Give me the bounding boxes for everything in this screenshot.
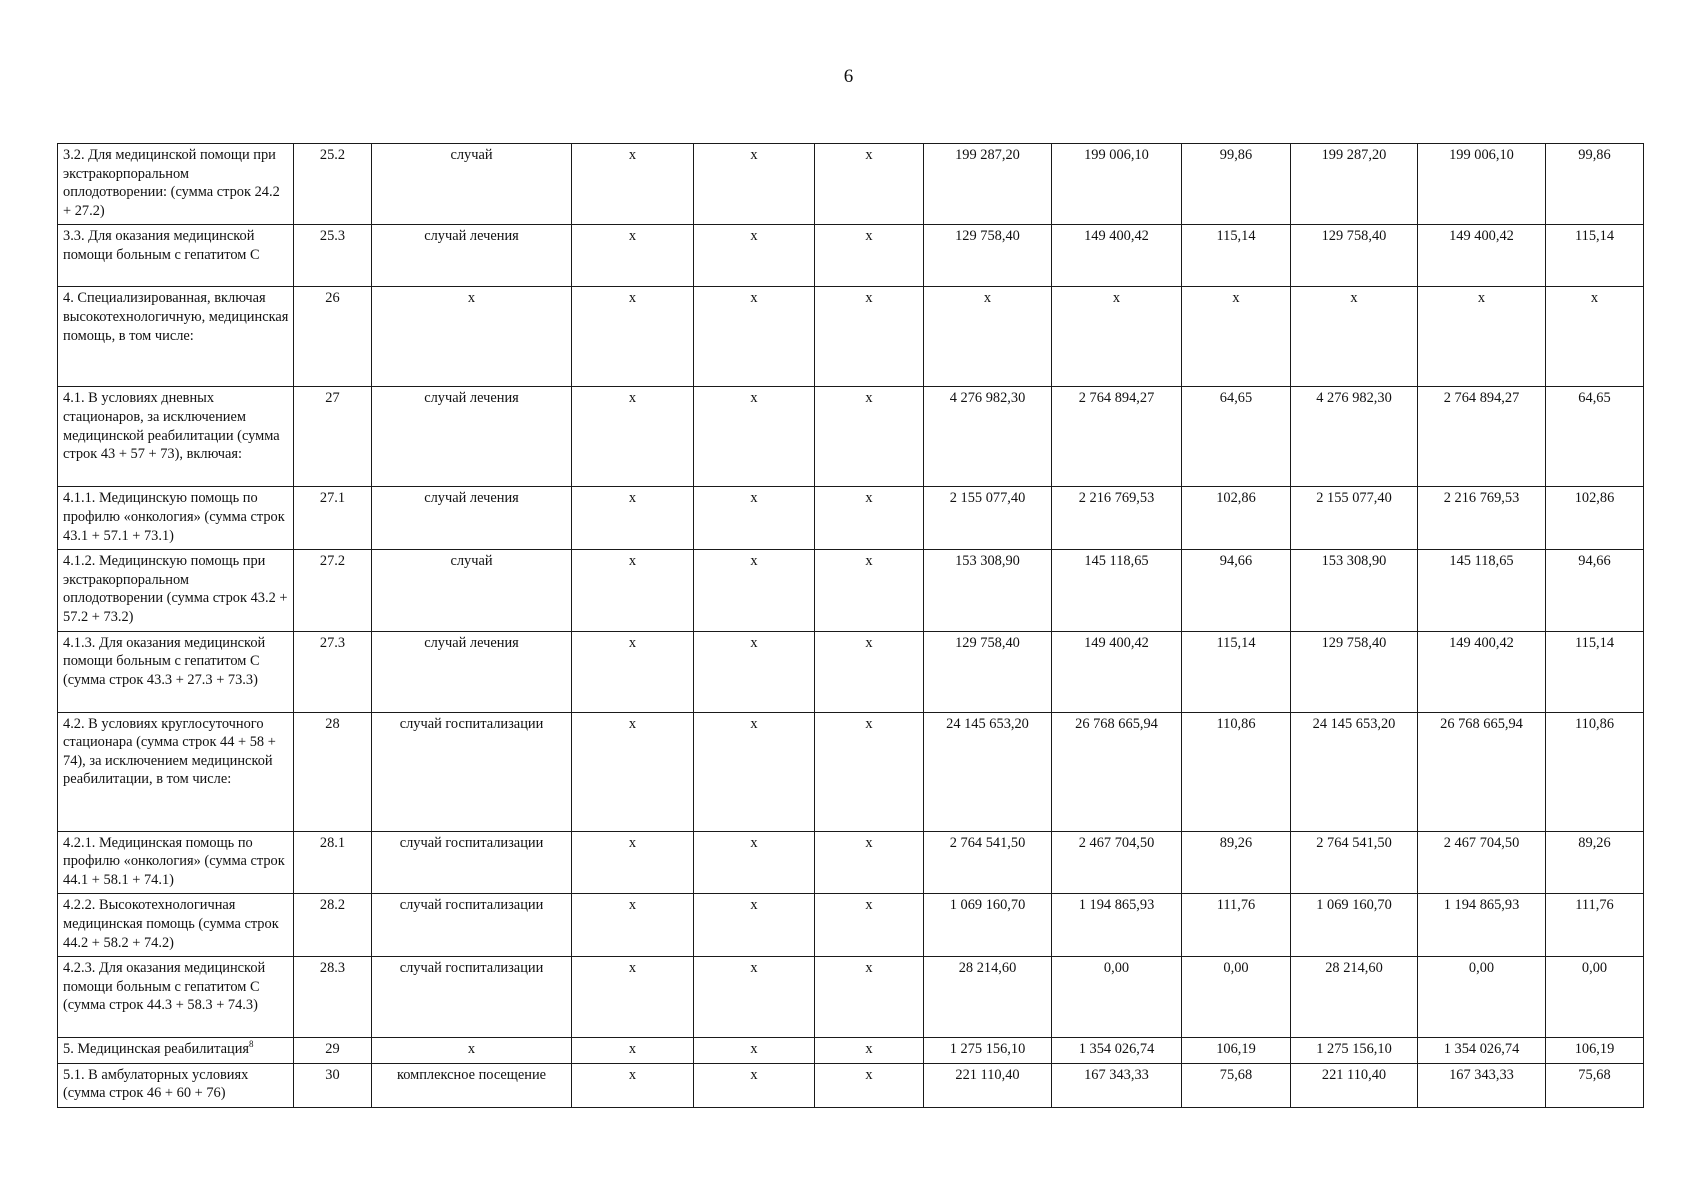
unit-cell: случай лечения [372, 225, 572, 287]
table-row [58, 957, 1644, 1038]
row-code-cell: 28.2 [294, 894, 372, 957]
row-code-cell: 27.2 [294, 550, 372, 631]
value-cell: 24 145 653,20 [924, 712, 1052, 831]
value-cell: 106,19 [1182, 1038, 1291, 1064]
unit-cell: случай госпитализации [372, 712, 572, 831]
unit-cell: случай госпитализации [372, 957, 572, 1038]
value-cell: х [694, 487, 815, 550]
value-cell: х [815, 957, 924, 1038]
value-cell: 26 768 665,94 [1052, 712, 1182, 831]
value-cell: 2 764 541,50 [924, 831, 1052, 894]
value-cell: 199 287,20 [924, 144, 1052, 225]
value-cell: 111,76 [1546, 894, 1644, 957]
row-name-cell: 4. Специализированная, включая высокотехнологичную, медицинская помощь, в том числе: [58, 287, 294, 387]
value-cell: х [815, 1038, 924, 1064]
value-cell: 99,86 [1182, 144, 1291, 225]
value-cell: х [694, 550, 815, 631]
value-cell: х [1182, 287, 1291, 387]
row-code-cell: 27.3 [294, 631, 372, 712]
value-cell: 106,19 [1546, 1038, 1644, 1064]
value-cell: 2 467 704,50 [1418, 831, 1546, 894]
unit-cell: х [372, 1038, 572, 1064]
value-cell: 2 155 077,40 [924, 487, 1052, 550]
footnote-mark: 8 [249, 1039, 254, 1050]
value-cell: 149 400,42 [1052, 225, 1182, 287]
table-row [58, 831, 1644, 894]
value-cell: 110,86 [1546, 712, 1644, 831]
value-cell: 149 400,42 [1052, 631, 1182, 712]
value-cell: х [1546, 287, 1644, 387]
unit-cell: х [372, 287, 572, 387]
value-cell: 2 764 541,50 [1291, 831, 1418, 894]
value-cell: 115,14 [1546, 631, 1644, 712]
value-cell: х [815, 894, 924, 957]
value-cell: х [572, 550, 694, 631]
table-row [58, 550, 1644, 631]
value-cell: 1 275 156,10 [924, 1038, 1052, 1064]
row-code-cell: 27 [294, 387, 372, 487]
value-cell: 115,14 [1182, 631, 1291, 712]
value-cell: 26 768 665,94 [1418, 712, 1546, 831]
row-code-cell: 28.1 [294, 831, 372, 894]
value-cell: 28 214,60 [1291, 957, 1418, 1038]
value-cell: х [572, 144, 694, 225]
value-cell: 1 194 865,93 [1418, 894, 1546, 957]
value-cell: х [815, 831, 924, 894]
value-cell: х [1291, 287, 1418, 387]
row-name-cell: 4.2.3. Для оказания медицинской помощи больным с гепатитом С (сумма строк 44.3 + 58.3 + 74.3) [58, 957, 294, 1038]
value-cell: х [694, 894, 815, 957]
value-cell: 199 006,10 [1418, 144, 1546, 225]
data-table [57, 143, 1644, 1108]
value-cell: 1 275 156,10 [1291, 1038, 1418, 1064]
value-cell: 2 764 894,27 [1418, 387, 1546, 487]
value-cell: х [815, 144, 924, 225]
value-cell: х [1052, 287, 1182, 387]
value-cell: х [694, 1063, 815, 1107]
row-code-cell: 27.1 [294, 487, 372, 550]
value-cell: 28 214,60 [924, 957, 1052, 1038]
value-cell: 221 110,40 [924, 1063, 1052, 1107]
value-cell: 2 764 894,27 [1052, 387, 1182, 487]
value-cell: 110,86 [1182, 712, 1291, 831]
value-cell: х [572, 387, 694, 487]
value-cell: 153 308,90 [1291, 550, 1418, 631]
row-code-cell: 25.2 [294, 144, 372, 225]
value-cell: 145 118,65 [1418, 550, 1546, 631]
value-cell: х [572, 287, 694, 387]
row-name-cell: 4.2.2. Высокотехнологичная медицинская помощь (сумма строк 44.2 + 58.2 + 74.2) [58, 894, 294, 957]
value-cell: 0,00 [1418, 957, 1546, 1038]
value-cell: 1 069 160,70 [1291, 894, 1418, 957]
value-cell: х [694, 1038, 815, 1064]
value-cell: х [694, 144, 815, 225]
row-name-cell: 3.2. Для медицинской помощи при экстракорпоральном оплодотворении: (сумма строк 24.2 + 27.2) [58, 144, 294, 225]
value-cell: 221 110,40 [1291, 1063, 1418, 1107]
value-cell: х [694, 287, 815, 387]
value-cell: 153 308,90 [924, 550, 1052, 631]
value-cell: х [815, 550, 924, 631]
table-row [58, 225, 1644, 287]
value-cell: х [815, 487, 924, 550]
row-name-cell: 4.1.1. Медицинскую помощь по профилю «онкология» (сумма строк 43.1 + 57.1 + 73.1) [58, 487, 294, 550]
table-row [58, 631, 1644, 712]
unit-cell: случай [372, 550, 572, 631]
row-name-cell: 3.3. Для оказания медицинской помощи больным с гепатитом С [58, 225, 294, 287]
value-cell: 75,68 [1546, 1063, 1644, 1107]
table-row [58, 144, 1644, 225]
value-cell: 199 006,10 [1052, 144, 1182, 225]
value-cell: 1 354 026,74 [1052, 1038, 1182, 1064]
value-cell: 0,00 [1182, 957, 1291, 1038]
unit-cell: случай [372, 144, 572, 225]
value-cell: х [815, 287, 924, 387]
value-cell: х [572, 831, 694, 894]
value-cell: х [572, 957, 694, 1038]
row-code-cell: 29 [294, 1038, 372, 1064]
unit-cell: случай госпитализации [372, 894, 572, 957]
table-row [58, 712, 1644, 831]
value-cell: х [694, 225, 815, 287]
value-cell: 64,65 [1546, 387, 1644, 487]
value-cell: 1 194 865,93 [1052, 894, 1182, 957]
row-name-cell: 4.2.1. Медицинская помощь по профилю «онкология» (сумма строк 44.1 + 58.1 + 74.1) [58, 831, 294, 894]
value-cell: х [1418, 287, 1546, 387]
value-cell: х [572, 712, 694, 831]
value-cell: 115,14 [1546, 225, 1644, 287]
value-cell: 167 343,33 [1052, 1063, 1182, 1107]
value-cell: 2 467 704,50 [1052, 831, 1182, 894]
row-code-cell: 26 [294, 287, 372, 387]
value-cell: 0,00 [1546, 957, 1644, 1038]
value-cell: 99,86 [1546, 144, 1644, 225]
table-row [58, 1063, 1644, 1107]
value-cell: х [815, 712, 924, 831]
value-cell: х [572, 1063, 694, 1107]
value-cell: 129 758,40 [924, 225, 1052, 287]
value-cell: 1 354 026,74 [1418, 1038, 1546, 1064]
value-cell: 94,66 [1182, 550, 1291, 631]
value-cell: х [572, 894, 694, 957]
row-name-cell: 4.1. В условиях дневных стационаров, за исключением медицинской реабилитации (сумма строк 43 + 57 + 73), включая: [58, 387, 294, 487]
value-cell: 24 145 653,20 [1291, 712, 1418, 831]
value-cell: 4 276 982,30 [1291, 387, 1418, 487]
value-cell: 89,26 [1546, 831, 1644, 894]
value-cell: х [815, 387, 924, 487]
row-code-cell: 25.3 [294, 225, 372, 287]
value-cell: 115,14 [1182, 225, 1291, 287]
value-cell: 2 216 769,53 [1418, 487, 1546, 550]
value-cell: х [815, 1063, 924, 1107]
value-cell: 2 216 769,53 [1052, 487, 1182, 550]
value-cell: 89,26 [1182, 831, 1291, 894]
value-cell: 149 400,42 [1418, 631, 1546, 712]
unit-cell: комплексное посещение [372, 1063, 572, 1107]
unit-cell: случай госпитализации [372, 831, 572, 894]
value-cell: 64,65 [1182, 387, 1291, 487]
value-cell: 4 276 982,30 [924, 387, 1052, 487]
table-row [58, 387, 1644, 487]
value-cell: х [572, 225, 694, 287]
row-name-cell: 4.2. В условиях круглосуточного стационара (сумма строк 44 + 58 + 74), за исключением медицинской реабилитации, в том числе: [58, 712, 294, 831]
value-cell: 1 069 160,70 [924, 894, 1052, 957]
value-cell: х [815, 225, 924, 287]
value-cell: 102,86 [1182, 487, 1291, 550]
row-name-cell: 4.1.2. Медицинскую помощь при экстракорпоральном оплодотворении (сумма строк 43.2 + 57.2 + 73.2) [58, 550, 294, 631]
value-cell: х [924, 287, 1052, 387]
value-cell: 0,00 [1052, 957, 1182, 1038]
table-row [58, 894, 1644, 957]
unit-cell: случай лечения [372, 631, 572, 712]
value-cell: х [694, 712, 815, 831]
value-cell: 199 287,20 [1291, 144, 1418, 225]
row-name-cell: 4.1.3. Для оказания медицинской помощи больным с гепатитом С (сумма строк 43.3 + 27.3 + 73.3) [58, 631, 294, 712]
row-code-cell: 30 [294, 1063, 372, 1107]
value-cell: 102,86 [1546, 487, 1644, 550]
table-row [58, 1038, 1644, 1064]
table-row [58, 287, 1644, 387]
row-name-text: 5. Медицинская реабилитация [63, 1041, 250, 1058]
value-cell: 94,66 [1546, 550, 1644, 631]
value-cell: х [572, 631, 694, 712]
value-cell: 129 758,40 [924, 631, 1052, 712]
value-cell: х [694, 631, 815, 712]
value-cell: 2 155 077,40 [1291, 487, 1418, 550]
page-number: 6 [843, 66, 854, 87]
value-cell: х [572, 1038, 694, 1064]
value-cell: 111,76 [1182, 894, 1291, 957]
value-cell: 167 343,33 [1418, 1063, 1546, 1107]
value-cell: х [694, 957, 815, 1038]
value-cell: 129 758,40 [1291, 225, 1418, 287]
unit-cell: случай лечения [372, 487, 572, 550]
value-cell: 145 118,65 [1052, 550, 1182, 631]
value-cell: х [694, 831, 815, 894]
row-code-cell: 28.3 [294, 957, 372, 1038]
value-cell: х [815, 631, 924, 712]
row-name-cell: 5.1. В амбулаторных условиях (сумма строк 46 + 60 + 76) [58, 1063, 294, 1107]
row-name-cell [58, 1038, 294, 1064]
value-cell: 75,68 [1182, 1063, 1291, 1107]
value-cell: 129 758,40 [1291, 631, 1418, 712]
value-cell: х [694, 387, 815, 487]
table-row [58, 487, 1644, 550]
row-code-cell: 28 [294, 712, 372, 831]
value-cell: х [572, 487, 694, 550]
value-cell: 149 400,42 [1418, 225, 1546, 287]
unit-cell: случай лечения [372, 387, 572, 487]
